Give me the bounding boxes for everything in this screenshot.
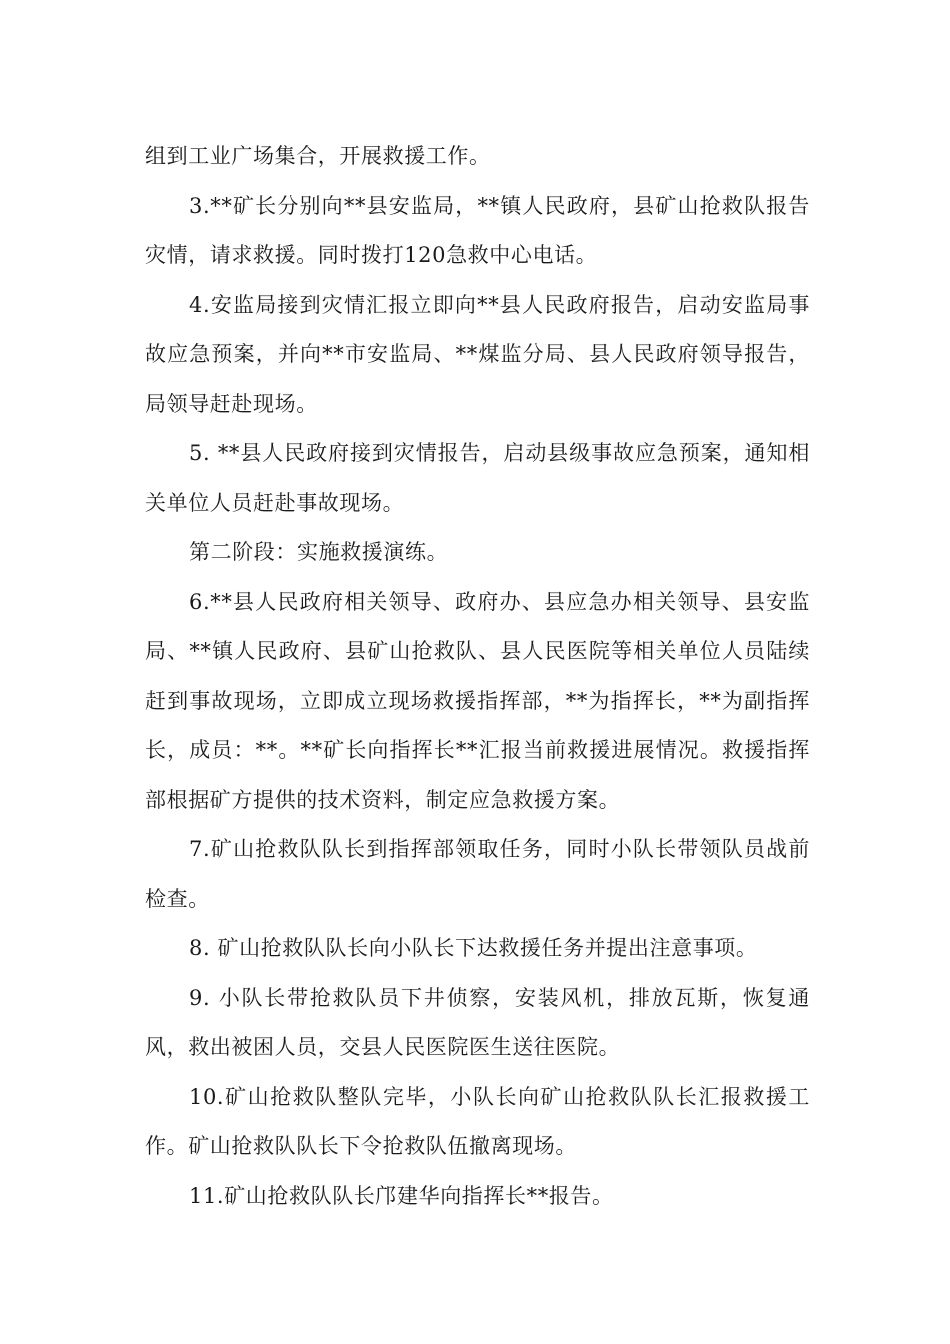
paragraph-step-7: 7.矿山抢救队队长到指挥部领取任务，同时小队长带领队员战前检查。 <box>145 837 810 911</box>
paragraph-step-8: 8. 矿山抢救队队长向小队长下达救援任务并提出注意事项。 <box>189 936 758 960</box>
paragraph-continuation: 组到工业广场集合，开展救援工作。 <box>145 144 491 168</box>
paragraph-step-11: 11.矿山抢救队队长邝建华向指挥长**报告。 <box>189 1183 614 1208</box>
document-body <box>145 132 810 1221</box>
paragraph-step-9: 9. 小队长带抢救队员下井侦察，安装风机，排放瓦斯，恢复通风，救出被困人员，交县人民医院医生送往医院。 <box>145 985 810 1059</box>
paragraph-step-3: 3.**矿长分别向**县安监局，**镇人民政府，县矿山抢救队报告灾情，请求救援。同时拨打120急救中心电话。 <box>145 193 810 267</box>
paragraph-step-10: 10.矿山抢救队整队完毕，小队长向矿山抢救队队长汇报救援工作。矿山抢救队队长下令抢救队伍撤离现场。 <box>145 1084 810 1158</box>
paragraph-step-5: 5. **县人民政府接到灾情报告，启动县级事故应急预案，通知相关单位人员赶赴事故现场。 <box>145 441 810 515</box>
section-heading-stage-2: 第二阶段：实施救援演练。 <box>189 540 449 564</box>
paragraph-step-6: 6.**县人民政府相关领导、政府办、县应急办相关领导、县安监局、**镇人民政府、县矿山抢救队、县人民医院等相关单位人员陆续赶到事故现场，立即成立现场救援指挥部，**为指挥长，**为副指挥长，成员：**。**矿长向指挥长**汇报当前救援进展情况。救援指挥部根据矿方提供的技术资料，制定应急救援方案。 <box>145 589 810 812</box>
paragraph-step-4: 4.安监局接到灾情汇报立即向**县人民政府报告，启动安监局事故应急预案，并向**市安监局、**煤监分局、县人民政府领导报告，局领导赶赴现场。 <box>145 292 810 416</box>
